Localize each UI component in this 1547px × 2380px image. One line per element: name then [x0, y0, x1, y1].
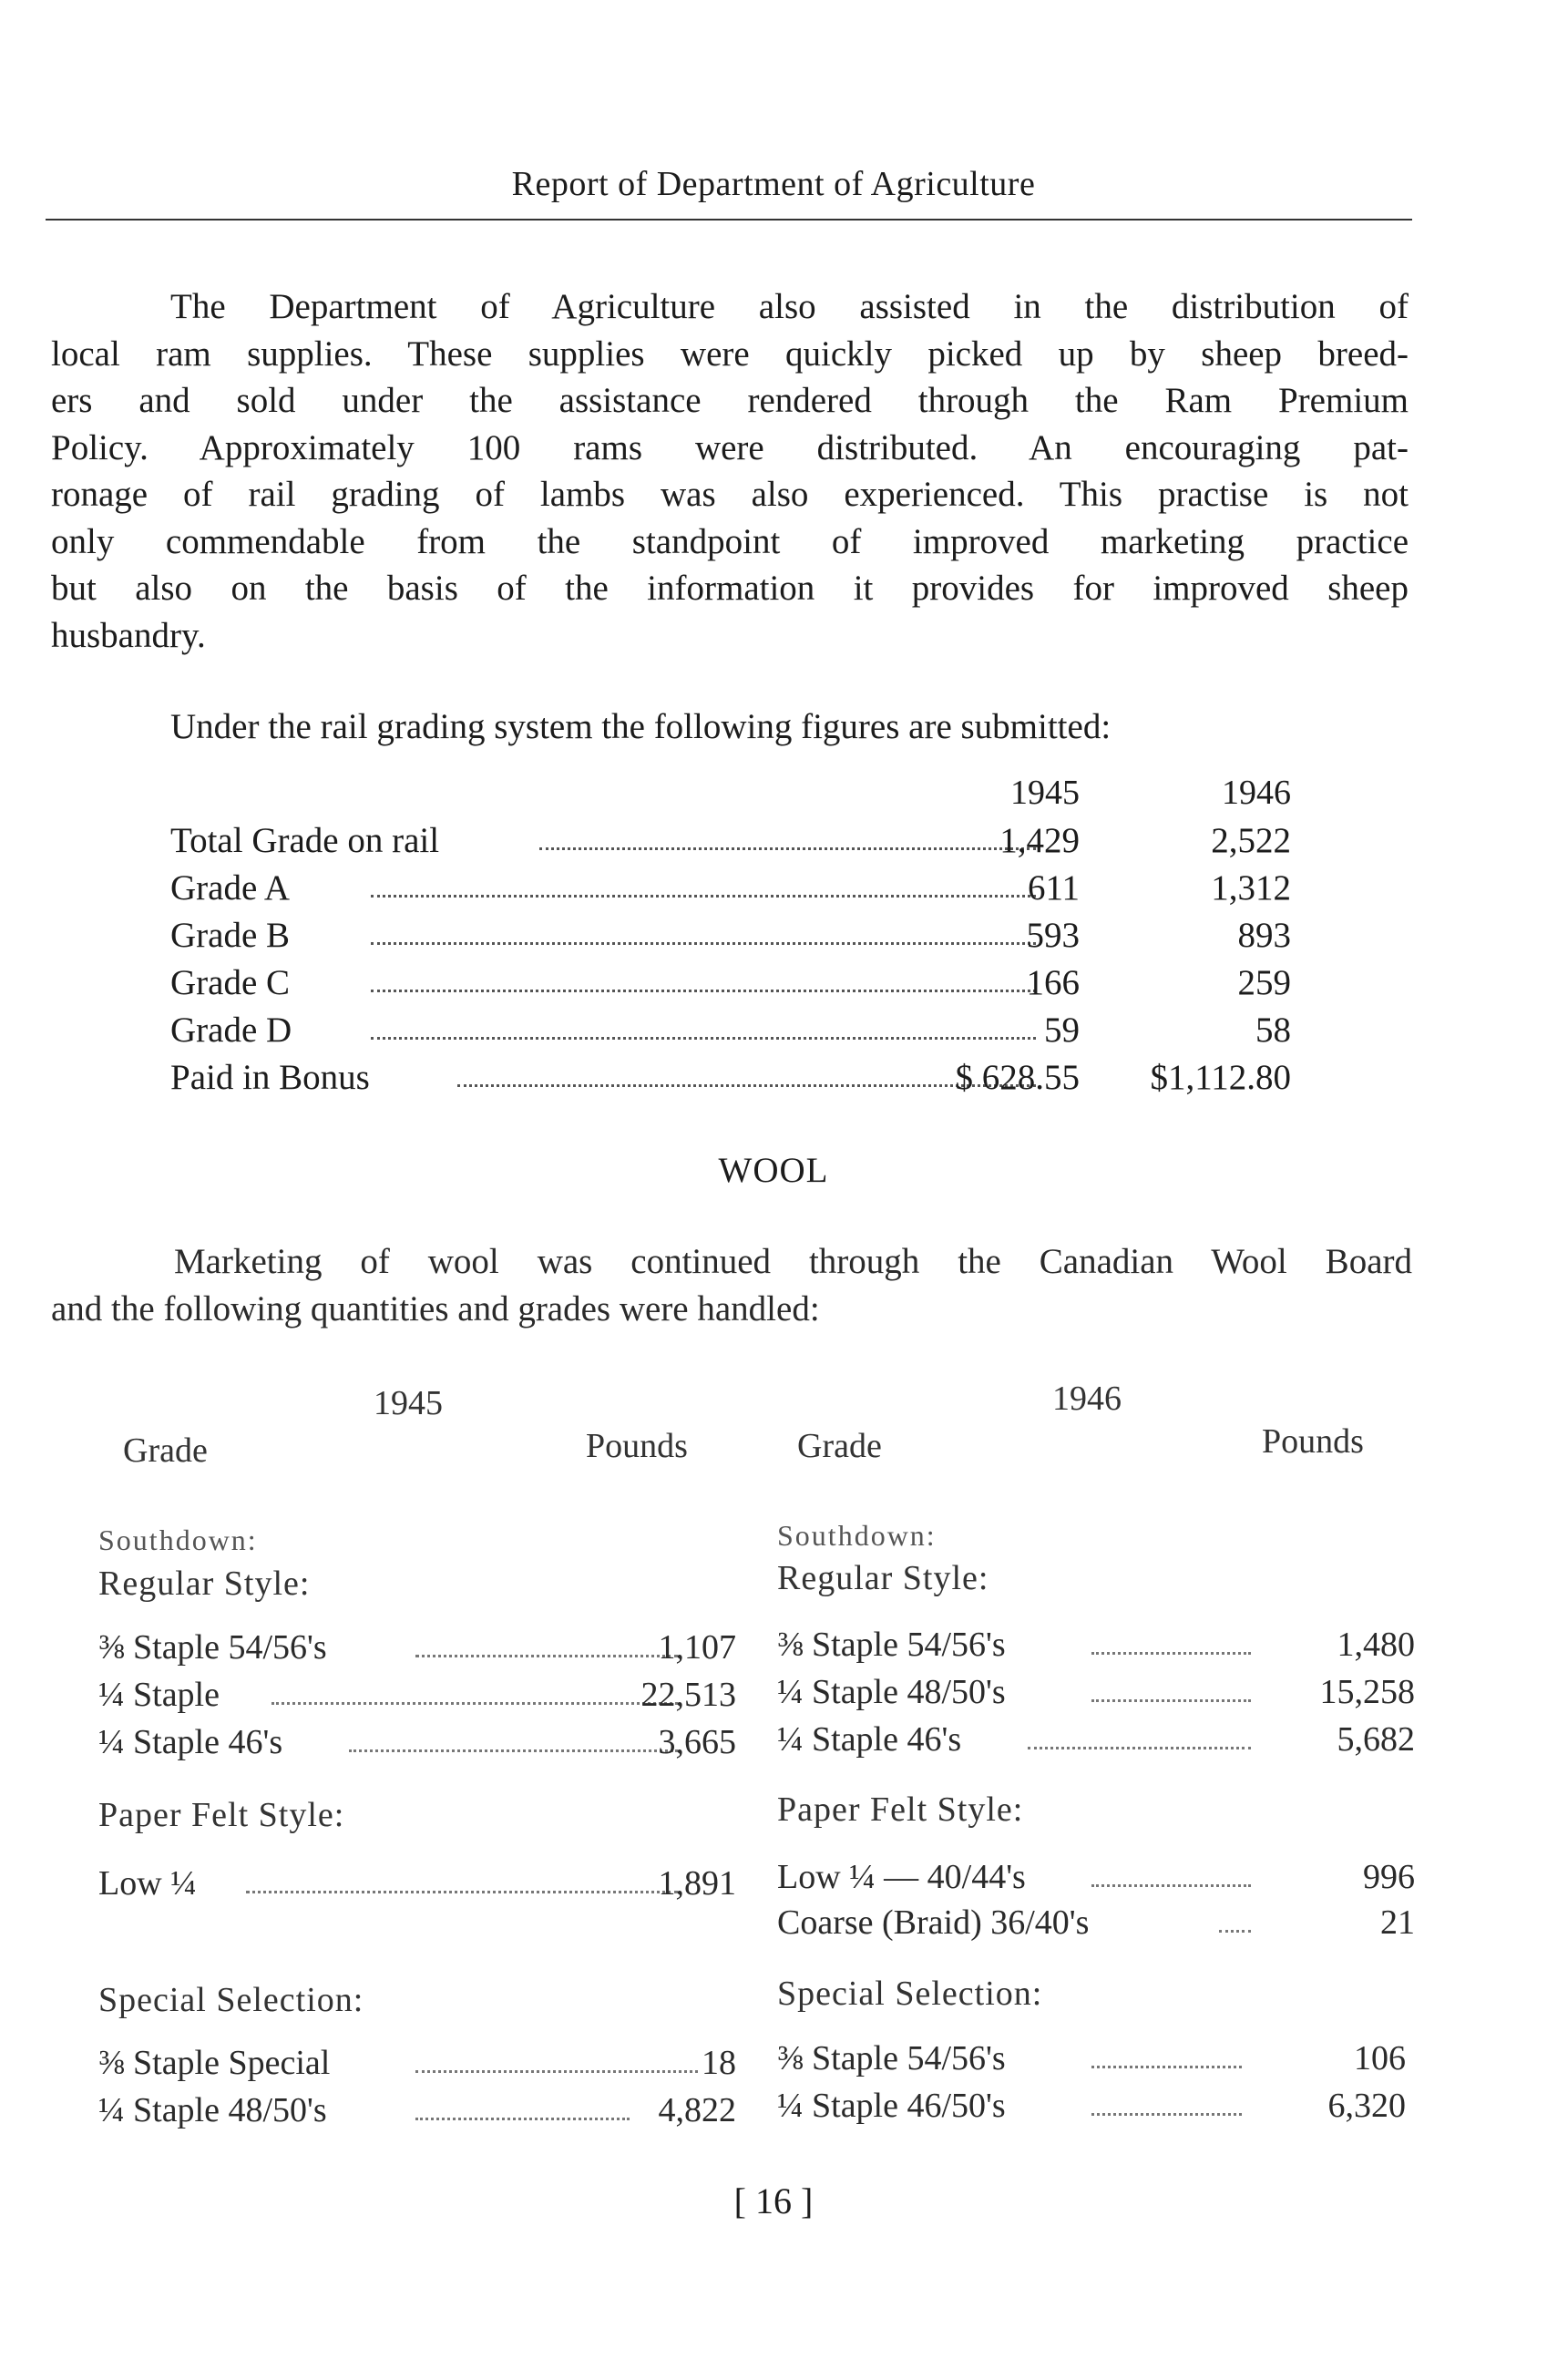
intro-line: Policy. Approximately 100 rams were distributed. An encouraging pat-	[51, 427, 1409, 467]
wool-1946-row	[777, 1672, 1415, 1718]
leader-dots	[371, 990, 1036, 992]
wool-1945-row	[98, 2043, 736, 2088]
page-header-title: Report of Department of Agriculture	[511, 165, 1036, 203]
wool-row-value: 18	[702, 2044, 736, 2082]
rail-value-1946: 893	[1237, 916, 1291, 955]
wool-row-label: ⅜ Staple Special	[98, 2044, 331, 2082]
wool-row-label: ¼ Staple 46's	[98, 1723, 283, 1761]
wool-1945-paper-heading: Paper Felt Style:	[98, 1796, 345, 1834]
wool-row-label: Low ¼	[98, 1864, 197, 1903]
wool-intro-line: Marketing of wool was continued through the Canadian Wool Board	[174, 1242, 1412, 1281]
wool-row-label: ¼ Staple 48/50's	[98, 2091, 327, 2129]
rail-value-1945: 611	[1027, 868, 1080, 908]
wool-row-value: 6,320	[1327, 2087, 1406, 2125]
wool-1946-paper-heading: Paper Felt Style:	[777, 1790, 1024, 1829]
rail-row-label: Grade D	[170, 1010, 292, 1050]
wool-1945-grade-header: Grade	[123, 1431, 208, 1470]
rail-row	[170, 962, 1291, 1010]
wool-1946-subheading: Southdown:	[777, 1519, 937, 1552]
intro-line: The Department of Agriculture also assisted in the distribution of	[170, 287, 1409, 326]
wool-row-label: ⅜ Staple 54/56's	[777, 1626, 1006, 1664]
wool-row-value: 3,665	[658, 1723, 736, 1761]
leader-dots	[1091, 1652, 1251, 1655]
wool-1946-grade-header: Grade	[797, 1427, 882, 1465]
leader-dots	[271, 1702, 678, 1705]
rail-row-label: Grade C	[170, 963, 291, 1002]
wool-row-label: Low ¼ — 40/44's	[777, 1858, 1026, 1896]
wool-row-value: 1,480	[1337, 1626, 1415, 1664]
rail-year-1945: 1945	[1010, 774, 1080, 812]
rail-value-1945: $ 628.55	[955, 1058, 1080, 1097]
rail-row-label: Paid in Bonus	[170, 1058, 370, 1097]
wool-1945-row	[98, 2090, 736, 2136]
rail-row	[170, 867, 1291, 915]
leader-dots	[246, 1891, 678, 1893]
rail-value-1945: 166	[1026, 963, 1080, 1002]
intro-line: husbandry.	[51, 615, 206, 655]
leader-dots	[415, 2118, 630, 2120]
leader-dots	[371, 895, 1036, 898]
wool-1946-row	[777, 2086, 1406, 2131]
intro-line: ers and sold under the assistance rendered through the Ram Premium	[51, 381, 1409, 420]
wool-1946-row	[777, 2038, 1406, 2084]
wool-row-label: ¼ Staple 46/50's	[777, 2087, 1006, 2125]
leader-dots	[415, 2070, 698, 2073]
rail-intro: Under the rail grading system the following figures are submitted:	[170, 707, 1112, 746]
intro-line: local ram supplies. These supplies were quickly picked up by sheep breed-	[51, 333, 1409, 374]
wool-1946-row	[777, 1719, 1415, 1765]
intro-line: ronage of rail grading of lambs was also experienced. This practise is not	[51, 475, 1409, 514]
wool-row-value: 996	[1363, 1858, 1415, 1896]
leader-dots	[415, 1655, 678, 1657]
wool-1946-row	[777, 1903, 1415, 1948]
leader-dots	[1219, 1930, 1251, 1933]
wool-1945-year: 1945	[374, 1384, 443, 1422]
rail-value-1945: 59	[1044, 1010, 1080, 1050]
leader-dots	[1091, 2113, 1242, 2116]
rail-year-1946: 1946	[1222, 774, 1291, 812]
wool-1945-row	[98, 1627, 736, 1673]
leader-dots	[1091, 1884, 1251, 1887]
wool-row-label: Coarse (Braid) 36/40's	[777, 1903, 1090, 1942]
rail-row	[170, 1057, 1291, 1104]
wool-section-title: WOOL	[718, 1151, 829, 1190]
rail-row	[170, 1010, 1291, 1057]
wool-row-label: ¼ Staple 46's	[777, 1720, 962, 1759]
wool-row-value: 4,822	[658, 2091, 736, 2129]
rail-row-label: Total Grade on rail	[170, 821, 440, 860]
rail-value-1946: 58	[1255, 1010, 1291, 1050]
wool-intro-paragraph	[51, 1238, 1412, 1332]
wool-1945-row	[98, 1863, 736, 1909]
intro-line: but also on the basis of the information it provides for improved sheep	[51, 569, 1409, 608]
rail-value-1945: 1,429	[999, 821, 1080, 860]
leader-dots	[457, 1084, 1036, 1087]
header-rule	[46, 219, 1412, 221]
leader-dots	[349, 1749, 678, 1752]
wool-row-value: 1,107	[658, 1628, 736, 1667]
wool-row-label: ¼ Staple	[98, 1676, 220, 1714]
leader-dots	[371, 1037, 1036, 1040]
leader-dots	[371, 942, 1036, 945]
rail-value-1946: $1,112.80	[1150, 1058, 1291, 1097]
leader-dots	[1091, 2066, 1242, 2068]
wool-row-value: 5,682	[1337, 1720, 1415, 1759]
intro-paragraph	[51, 283, 1409, 659]
intro-line: only commendable from the standpoint of improved marketing practice	[51, 521, 1409, 561]
rail-value-1945: 593	[1026, 916, 1080, 955]
rail-value-1946: 2,522	[1211, 821, 1291, 860]
wool-row-value: 22,513	[640, 1676, 736, 1714]
wool-1946-row	[777, 1857, 1415, 1903]
wool-intro-line: and the following quantities and grades were handled:	[51, 1288, 820, 1328]
wool-1945-pounds-header: Pounds	[586, 1427, 688, 1465]
wool-row-label: ⅜ Staple 54/56's	[98, 1628, 327, 1667]
leader-dots	[539, 847, 1036, 850]
wool-1945-regular-heading: Regular Style:	[98, 1564, 311, 1603]
wool-1945-row	[98, 1722, 736, 1768]
wool-1946-special-heading: Special Selection:	[777, 1975, 1043, 2013]
wool-row-value: 1,891	[658, 1864, 736, 1903]
wool-1945-special-heading: Special Selection:	[98, 1981, 364, 2019]
wool-row-value: 15,258	[1319, 1673, 1415, 1711]
wool-row-value: 21	[1380, 1903, 1415, 1942]
rail-row-label: Grade A	[170, 868, 291, 908]
wool-1946-pounds-header: Pounds	[1262, 1422, 1364, 1461]
wool-row-label: ⅜ Staple 54/56's	[777, 2039, 1006, 2077]
leader-dots	[1091, 1699, 1251, 1702]
wool-1945-row	[98, 1675, 736, 1720]
wool-row-value: 106	[1354, 2039, 1406, 2077]
page-number: [ 16 ]	[733, 2180, 814, 2221]
rail-row	[170, 915, 1291, 962]
rail-row-label: Grade B	[170, 916, 291, 955]
wool-1946-row	[777, 1625, 1415, 1670]
wool-1946-year: 1946	[1052, 1380, 1122, 1418]
rail-row	[170, 820, 1291, 867]
wool-1946-regular-heading: Regular Style:	[777, 1559, 989, 1597]
leader-dots	[1028, 1747, 1251, 1749]
rail-value-1946: 1,312	[1211, 868, 1291, 908]
wool-row-label: ¼ Staple 48/50's	[777, 1673, 1006, 1711]
rail-value-1946: 259	[1237, 963, 1291, 1002]
wool-1945-subheading: Southdown:	[98, 1523, 258, 1556]
